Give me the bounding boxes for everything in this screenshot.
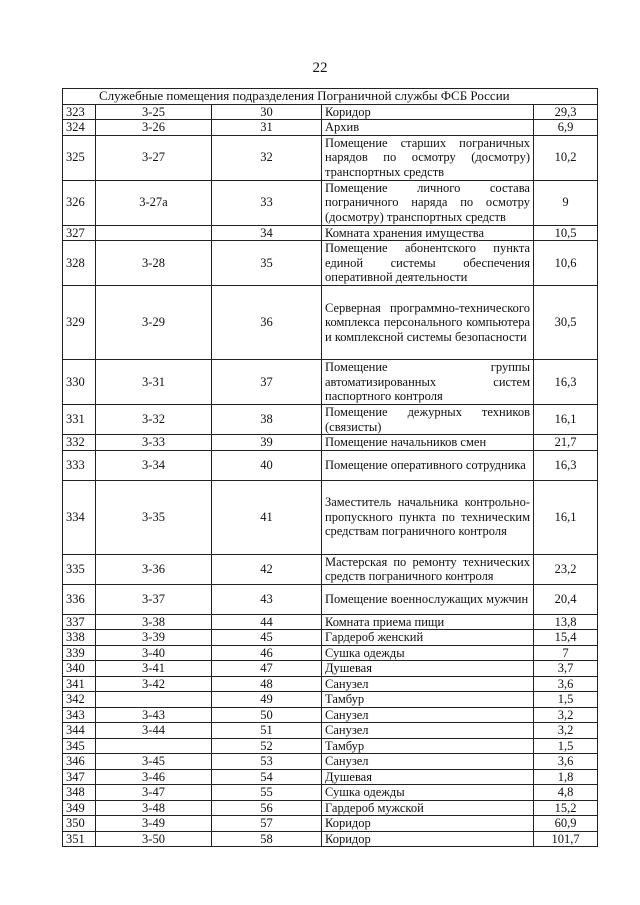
room-number: 54 (212, 769, 322, 785)
room-code: 3-36 (96, 554, 212, 584)
row-index: 336 (63, 584, 96, 614)
room-name: Гардероб мужской (322, 800, 534, 816)
room-code: 3-25 (96, 104, 212, 120)
room-area: 10,5 (534, 225, 598, 241)
table-row (63, 584, 598, 614)
room-number: 56 (212, 800, 322, 816)
room-number: 49 (212, 692, 322, 708)
table-row (63, 480, 598, 554)
room-area: 10,6 (534, 241, 598, 286)
room-number: 51 (212, 723, 322, 739)
room-name: Тамбур (322, 692, 534, 708)
room-area: 1,5 (534, 692, 598, 708)
room-name: Санузел (322, 676, 534, 692)
room-number: 44 (212, 614, 322, 630)
room-number: 57 (212, 816, 322, 832)
row-index: 333 (63, 450, 96, 480)
room-area: 9 (534, 180, 598, 225)
room-name: Помещение старших пограничных нарядов по осмотру (досмотру) транспортных средств (322, 135, 534, 180)
table-row (63, 630, 598, 646)
room-number: 30 (212, 104, 322, 120)
table-row (63, 614, 598, 630)
room-code: 3-47 (96, 785, 212, 801)
table-row (63, 816, 598, 832)
table-row (63, 241, 598, 286)
table-row (63, 645, 598, 661)
table-row (63, 723, 598, 739)
room-number: 33 (212, 180, 322, 225)
room-name: Сушка одежды (322, 645, 534, 661)
room-name: Помещение группы автоматизированных систем паспортного контроля (322, 360, 534, 405)
page-number: 22 (312, 60, 328, 76)
room-name: Помещение дежурных техников (связисты) (322, 405, 534, 435)
row-index: 324 (63, 120, 96, 136)
room-code: 3-37 (96, 584, 212, 614)
room-area: 30,5 (534, 286, 598, 360)
room-number: 52 (212, 738, 322, 754)
room-name: Помещение абонентского пункта единой системы обеспечения оперативной деятельности (322, 241, 534, 286)
room-name: Гардероб женский (322, 630, 534, 646)
room-area: 3,6 (534, 676, 598, 692)
row-index: 347 (63, 769, 96, 785)
room-name: Тамбур (322, 738, 534, 754)
room-code: 3-40 (96, 645, 212, 661)
room-code: 3-49 (96, 816, 212, 832)
room-area: 6,9 (534, 120, 598, 136)
room-name: Комната приема пищи (322, 614, 534, 630)
room-code: 3-35 (96, 480, 212, 554)
room-name: Санузел (322, 707, 534, 723)
row-index: 328 (63, 241, 96, 286)
room-name: Комната хранения имущества (322, 225, 534, 241)
room-code: 3-31 (96, 360, 212, 405)
row-index: 335 (63, 554, 96, 584)
room-area: 101,7 (534, 831, 598, 847)
room-name: Коридор (322, 816, 534, 832)
room-area: 10,2 (534, 135, 598, 180)
room-code: 3-42 (96, 676, 212, 692)
table-row (63, 800, 598, 816)
room-name: Коридор (322, 104, 534, 120)
room-code: 3-50 (96, 831, 212, 847)
row-index: 343 (63, 707, 96, 723)
row-index: 345 (63, 738, 96, 754)
room-number: 46 (212, 645, 322, 661)
room-code: 3-26 (96, 120, 212, 136)
room-number: 39 (212, 435, 322, 451)
room-area: 1,8 (534, 769, 598, 785)
table-row (63, 769, 598, 785)
table-row (63, 661, 598, 677)
table-row (63, 104, 598, 120)
table-row (63, 435, 598, 451)
table-row (63, 785, 598, 801)
room-area: 23,2 (534, 554, 598, 584)
row-index: 325 (63, 135, 96, 180)
room-area: 4,8 (534, 785, 598, 801)
room-area: 29,3 (534, 104, 598, 120)
room-number: 53 (212, 754, 322, 770)
row-index: 344 (63, 723, 96, 739)
room-code: 3-46 (96, 769, 212, 785)
row-index: 338 (63, 630, 96, 646)
room-code (96, 692, 212, 708)
room-number: 43 (212, 584, 322, 614)
room-number: 42 (212, 554, 322, 584)
table-row (63, 676, 598, 692)
room-number: 35 (212, 241, 322, 286)
room-code: 3-43 (96, 707, 212, 723)
room-code: 3-29 (96, 286, 212, 360)
room-name: Помещение военнослужащих мужчин (322, 584, 534, 614)
room-area: 15,4 (534, 630, 598, 646)
row-index: 334 (63, 480, 96, 554)
room-name: Серверная программно-технического комплекса персонального компьютера и комплексной системы безопасности (322, 286, 534, 360)
table-row (63, 180, 598, 225)
room-area: 16,3 (534, 450, 598, 480)
row-index: 326 (63, 180, 96, 225)
table-row (63, 120, 598, 136)
room-code: 3-39 (96, 630, 212, 646)
rooms-table (62, 88, 598, 847)
room-number: 40 (212, 450, 322, 480)
room-name: Архив (322, 120, 534, 136)
room-number: 36 (212, 286, 322, 360)
row-index: 346 (63, 754, 96, 770)
row-index: 331 (63, 405, 96, 435)
room-area: 16,1 (534, 480, 598, 554)
table-row (63, 450, 598, 480)
room-number: 32 (212, 135, 322, 180)
table-row (63, 707, 598, 723)
room-name: Душевая (322, 661, 534, 677)
room-area: 3,2 (534, 723, 598, 739)
room-code: 3-44 (96, 723, 212, 739)
table-row (63, 738, 598, 754)
room-code: 3-48 (96, 800, 212, 816)
room-name: Санузел (322, 723, 534, 739)
table-row (63, 692, 598, 708)
room-number: 34 (212, 225, 322, 241)
room-number: 37 (212, 360, 322, 405)
room-name: Сушка одежды (322, 785, 534, 801)
rooms-table-body (63, 89, 598, 847)
room-area: 3,2 (534, 707, 598, 723)
room-area: 3,6 (534, 754, 598, 770)
room-area: 16,3 (534, 360, 598, 405)
row-index: 323 (63, 104, 96, 120)
room-number: 31 (212, 120, 322, 136)
row-index: 332 (63, 435, 96, 451)
room-number: 38 (212, 405, 322, 435)
room-name: Душевая (322, 769, 534, 785)
room-name: Коридор (322, 831, 534, 847)
room-area: 13,8 (534, 614, 598, 630)
room-code: 3-34 (96, 450, 212, 480)
room-number: 45 (212, 630, 322, 646)
room-code: 3-32 (96, 405, 212, 435)
table-row (63, 360, 598, 405)
table-row (63, 225, 598, 241)
table-row (63, 135, 598, 180)
table-row (63, 831, 598, 847)
table-row (63, 754, 598, 770)
table-row (63, 554, 598, 584)
room-area: 20,4 (534, 584, 598, 614)
row-index: 341 (63, 676, 96, 692)
row-index: 329 (63, 286, 96, 360)
room-code: 3-45 (96, 754, 212, 770)
room-number: 41 (212, 480, 322, 554)
row-index: 340 (63, 661, 96, 677)
table-row (63, 286, 598, 360)
room-area: 15,2 (534, 800, 598, 816)
room-name: Заместитель начальника контрольно-пропускного пункта по техническим средствам пограничного контроля (322, 480, 534, 554)
room-code: 3-27а (96, 180, 212, 225)
room-number: 58 (212, 831, 322, 847)
room-area: 3,7 (534, 661, 598, 677)
row-index: 350 (63, 816, 96, 832)
room-name: Помещение личного состава пограничного наряда по осмотру (досмотру) транспортных средств (322, 180, 534, 225)
row-index: 330 (63, 360, 96, 405)
room-name: Помещение начальников смен (322, 435, 534, 451)
row-index: 349 (63, 800, 96, 816)
room-code: 3-27 (96, 135, 212, 180)
room-area: 16,1 (534, 405, 598, 435)
room-code (96, 738, 212, 754)
row-index: 348 (63, 785, 96, 801)
room-area: 7 (534, 645, 598, 661)
room-name: Санузел (322, 754, 534, 770)
room-code (96, 225, 212, 241)
room-code: 3-41 (96, 661, 212, 677)
room-number: 55 (212, 785, 322, 801)
row-index: 339 (63, 645, 96, 661)
room-code: 3-33 (96, 435, 212, 451)
room-number: 48 (212, 676, 322, 692)
room-number: 47 (212, 661, 322, 677)
row-index: 342 (63, 692, 96, 708)
row-index: 327 (63, 225, 96, 241)
row-index: 337 (63, 614, 96, 630)
table-row (63, 405, 598, 435)
table-title-row (63, 89, 598, 105)
room-name: Помещение оперативного сотрудника (322, 450, 534, 480)
room-area: 21,7 (534, 435, 598, 451)
room-number: 50 (212, 707, 322, 723)
room-area: 60,9 (534, 816, 598, 832)
room-code: 3-38 (96, 614, 212, 630)
row-index: 351 (63, 831, 96, 847)
room-name: Мастерская по ремонту технических средств пограничного контроля (322, 554, 534, 584)
room-code: 3-28 (96, 241, 212, 286)
room-area: 1,5 (534, 738, 598, 754)
table-title: Служебные помещения подразделения Пограничной службы ФСБ России (63, 89, 598, 105)
